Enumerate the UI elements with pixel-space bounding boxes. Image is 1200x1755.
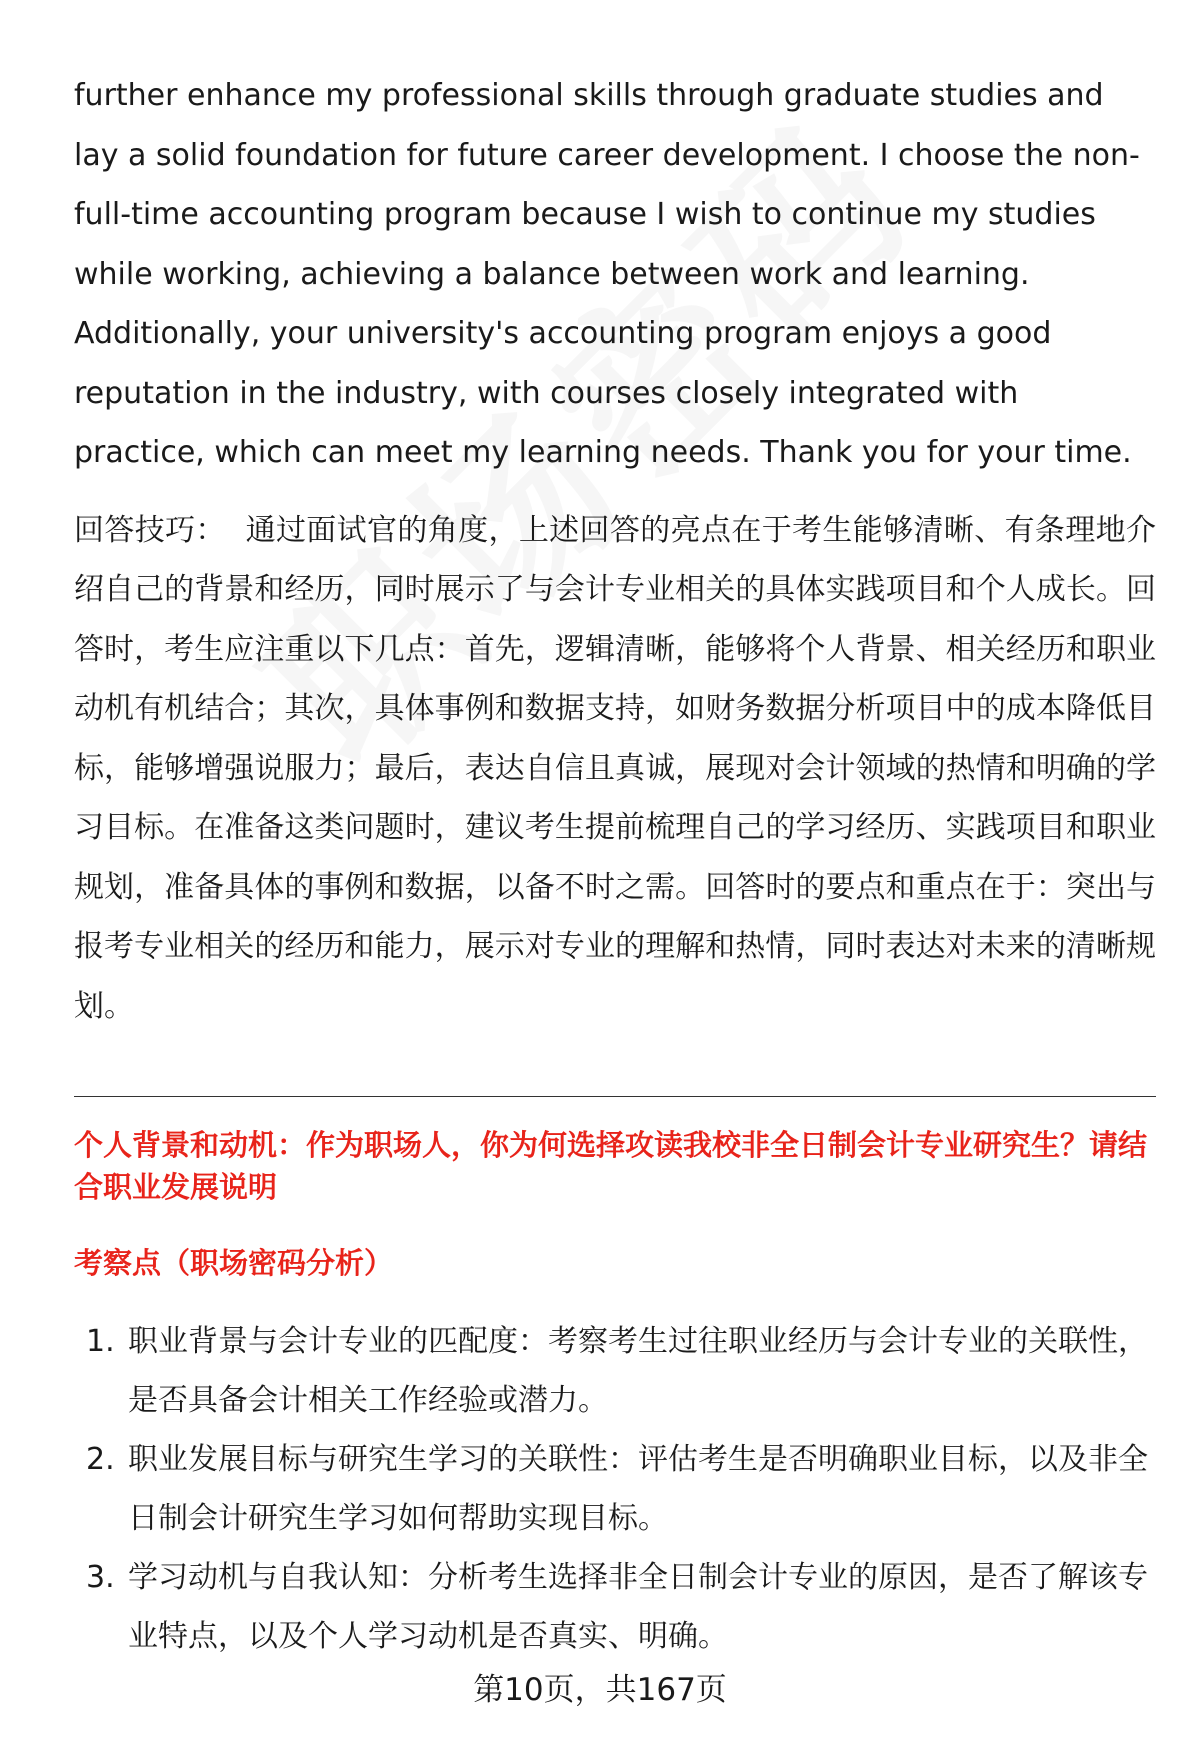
list-item-text: 职业背景与会计专业的匹配度：考察考生过往职业经历与会计专业的关联性，是否具备会计相关工作经验或潜力。: [128, 1324, 1148, 1418]
question-heading: 个人背景和动机：作为职场人，你为何选择攻读我校非全日制会计专业研究生？请结合职业发展说明: [74, 1128, 1148, 1204]
analysis-title: 考察点（职场密码分析）: [74, 1246, 394, 1280]
tips-label: 回答技巧：: [74, 512, 226, 548]
list-item: [74, 1549, 1156, 1666]
analysis-points-list: [74, 1313, 1156, 1667]
list-item-number: 2.: [86, 1442, 115, 1477]
page-number-footer: 第10页，共167页: [473, 1672, 727, 1708]
list-item-text: 职业发展目标与研究生学习的关联性：评估考生是否明确职业目标，以及非全日制会计研究生学习如何帮助实现目标。: [128, 1442, 1148, 1536]
section-divider: [74, 1096, 1156, 1097]
list-item: [74, 1431, 1156, 1548]
tips-text: 通过面试官的角度，上述回答的亮点在于考生能够清晰、有条理地介绍自己的背景和经历，同时展示了与会计专业相关的具体实践项目和个人成长。回答时，考生应注重以下几点：首先，逻辑清晰，能够将个人背景、相关经历和职业动机有机结合；其次，具体事例和数据支持，如财务数据分析项目中的成本降低目标，能够增强说服力；最后，表达自信且真诚，展现对会计领域的热情和明确的学习目标。在准备这类问题时，建议考生提前梳理自己的学习经历、实践项目和职业规划，准备具体的事例和数据，以备不时之需。回答时的要点和重点在于：突出与报考专业相关的经历和能力，展示对专业的理解和热情，同时表达对未来的清晰规划。: [74, 512, 1157, 1024]
tips-paragraph: [74, 501, 1156, 1037]
list-item-text: 学习动机与自我认知：分析考生选择非全日制会计专业的原因，是否了解该专业特点，以及个人学习动机是否真实、明确。: [128, 1560, 1148, 1654]
intro-paragraph: further enhance my professional skills through graduate studies and lay a solid foundation for future career development. I choose the non-full-time accounting program because I wish to continue my studies while working, achieving a balance between work and learning. Additionally, your university's accounting program enjoys a good reputation in the industry, with courses closely integrated with practice, which can meet my learning needs. Thank you for your time.: [74, 78, 1140, 470]
body-content: [74, 66, 1156, 1036]
list-item: [74, 1313, 1156, 1430]
list-item-number: 3.: [86, 1560, 115, 1595]
list-item-number: 1.: [86, 1324, 115, 1359]
